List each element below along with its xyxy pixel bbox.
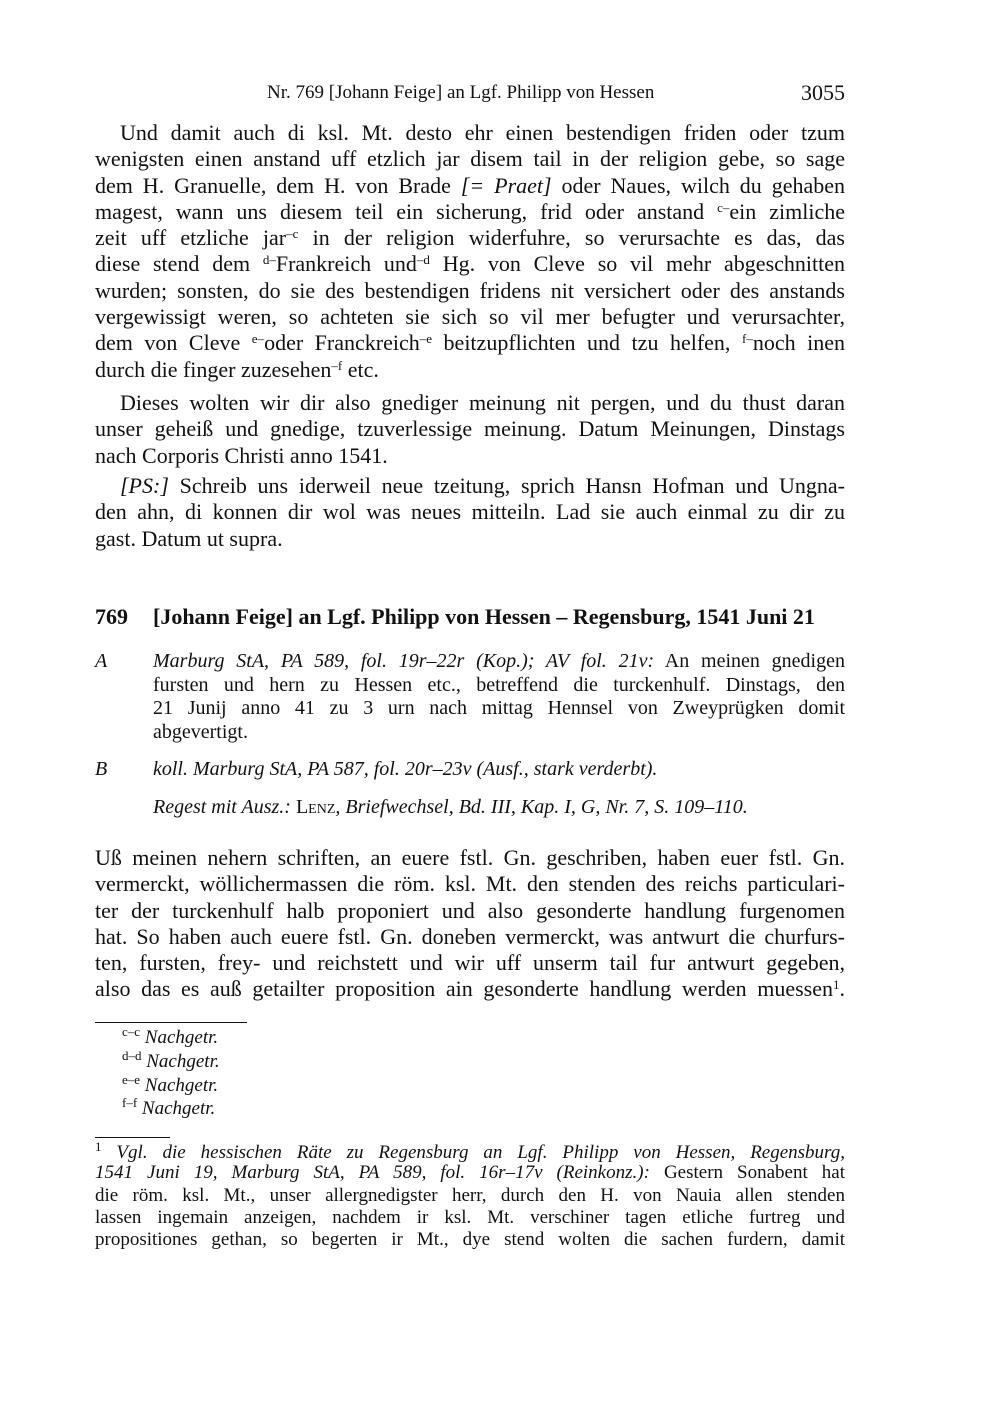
text-segment: koll. Marburg StA, PA 587, fol. 20r–23v (Ausf., stark verderbt). [153,758,658,780]
text-line [153,721,845,745]
text-segment: Uß meinen nehern schriften, an euere fstl. Gn. geschriben, haben euer fstl. Gn. [95,845,845,870]
note-marker: 1 [833,977,840,993]
note-marker: –e [419,331,433,347]
text-segment: Nachgetr. [141,1050,220,1072]
text-line [95,499,845,525]
source-a-text [153,650,845,744]
text-segment: oder Naues, wilch du gehaben [551,172,845,198]
text-segment: wurden; sonsten, do sie des bestendigen fridens nit versichert oder des anstands [95,277,845,303]
text-line [95,845,845,871]
note-marker: d–d [122,1047,142,1063]
text-segment: Nachgetr. [137,1098,216,1120]
note-marker: f–f [122,1095,138,1111]
text-segment: Vgl. die hessischen Räte zu Regensburg an Lgf. Philipp von Hessen, Regensburg, [101,1142,845,1163]
text-segment: Gestern Sonabent hat [649,1162,846,1184]
source-b [95,758,845,782]
text-line [95,976,845,1002]
section-title: [Johann Feige] an Lgf. Philipp von Hessen – Regensburg, 1541 Juni 21 [153,604,815,629]
text-line [95,278,845,304]
text-segment: fursten und hern zu Hessen etc., betreffend die turckenhulf. Dinstags, den [153,673,845,696]
text-segment: Lenz [295,796,336,818]
note-marker: c– [717,199,730,215]
textual-notes [122,1025,422,1120]
text-line [153,650,845,674]
footnote-1 [95,1140,845,1251]
text-segment: lassen ingemain anzeigen, nachdem ir ksl. Mt. verschiner tagen etliche furtreg und [95,1206,845,1228]
section-number: 769 [95,604,128,629]
text-line [122,1049,422,1073]
text-line [95,173,845,199]
text-segment: Regest mit Ausz.: [153,796,296,818]
text-segment: Und damit auch di ksl. Mt. desto ehr einen bestendigen friden oder tzum [120,120,845,145]
note-marker: –d [416,252,430,268]
text-segment: Schreib uns iderweil neue tzeitung, sprich Hansn Hofman und Ungna- [168,473,845,498]
text-line [95,1229,845,1251]
paragraph-letter [95,845,845,1003]
text-segment: unser geheiß und gnedige, tzuverlessige meinung. Datum Meinungen, Dinstags [95,416,845,442]
text-segment: wenigsten einen anstand uff etzlich jar disem tail in der religion gebe, so sage [95,146,845,172]
text-segment: 21 Junij anno 41 zu 3 urn nach mittag Hennsel von Zweyprügken domit [153,697,845,719]
note-marker: 1 [95,1139,102,1154]
text-line [95,330,845,356]
text-line [95,1207,845,1229]
running-title: Nr. 769 [Johann Feige] an Lgf. Philipp von Hessen [267,82,655,103]
text-segment: dem von Cleve [95,330,252,356]
text-segment: noch inen [752,330,845,356]
text-segment: magest, wann uns diesem teil ein sicherung, frid oder anstand [95,198,718,224]
section-heading [95,604,845,630]
regest-text [153,796,845,820]
text-line [122,1073,422,1097]
note-marker: e–e [122,1071,141,1087]
paragraph-2 [95,390,845,469]
text-line [95,526,845,552]
text-segment: [PS:] [120,473,169,498]
note-marker: d– [262,252,276,268]
text-segment: vermerckt, wöllichermassen die röm. ksl. Mt. den stenden des reichs particulari- [95,871,845,897]
text-line [95,120,845,146]
note-marker: c–c [122,1024,141,1039]
text-segment: . [839,976,845,1002]
source-a [95,650,845,744]
text-segment: in der religion widerfuhre, so verursachte es das, das [298,225,845,251]
note-marker: e– [251,331,265,347]
text-line [95,950,845,976]
text-segment: Nachgetr. [140,1074,219,1096]
text-segment: , Briefwechsel, Bd. III, Kap. I, G, Nr. 7, S. 109–110. [335,796,748,818]
text-segment: ten, fursten, frey- und reichstett und wir uff unserm tail fur antwurt gegeben, [95,950,845,976]
text-line [95,146,845,172]
footnote-rule [95,1022,247,1023]
text-segment: An meinen gnedigen [654,650,845,672]
text-segment: diese stend dem [95,251,263,277]
text-line [122,1096,422,1120]
text-segment: dem H. Granuelle, dem H. von Brade [95,172,461,198]
text-line [95,304,845,330]
text-segment: vergewissigt weren, so achteten sie sich so vil mer befugter und verursachter, [95,304,845,330]
text-line [95,924,845,950]
text-segment: oder Franckreich [264,330,420,356]
text-segment: etc. [342,356,379,382]
text-segment: also das es auß getailter proposition ain gesonderte handlung werden muessen [95,976,833,1002]
running-header [95,80,845,108]
text-segment: 1541 Juni 19, Marburg StA, PA 589, fol. 16r–17v (Reinkonz.): [95,1162,650,1184]
text-line [95,1162,845,1184]
text-segment: abgevertigt. [153,720,248,743]
text-line [95,1140,845,1162]
source-b-text [153,758,845,782]
text-line [95,473,845,499]
regest [95,796,845,820]
text-line [95,199,845,225]
source-a-label: A [95,650,108,672]
text-segment: Nachgetr. [140,1027,219,1048]
text-segment: den ahn, di konnen dir wol was neues mitteiln. Lad sie auch einmal zu dir zu [95,499,845,525]
text-line [95,251,845,277]
paragraph-1 [95,120,845,383]
text-segment: Marburg StA, PA 589, fol. 19r–22r (Kop.); AV fol. 21v: [153,650,655,672]
text-segment: die röm. ksl. Mt., unser allergnedigster herr, durch den H. von Nauia allen stenden [95,1184,845,1206]
text-line [95,443,845,469]
footnote-rule-2 [95,1137,170,1138]
text-segment: durch die finger zuzesehen [95,356,332,382]
note-marker: –f [331,357,343,373]
page-number: 3055 [801,80,845,105]
text-line [95,416,845,442]
text-line [95,898,845,924]
text-segment: gast. Datum ut supra. [95,525,283,551]
text-line [122,1025,422,1049]
text-segment: Hg. von Cleve so vil mehr abgeschnitten [429,251,845,277]
text-segment: [= Praet] [460,172,552,198]
text-segment: propositiones gethan, so begerten ir Mt., dye stend wolten die sachen furdern, damit [95,1229,845,1251]
paragraph-ps [95,473,845,552]
text-segment: ter der turckenhulf halb proponiert und also gesonderte handlung furgenomen [95,897,845,923]
text-line [95,871,845,897]
text-segment: ein zimliche [729,198,845,224]
text-segment: Dieses wolten wir dir also gnediger meinung nit pergen, und du thust daran [120,390,845,415]
note-marker: f– [741,331,753,347]
text-segment: hat. So haben auch euere fstl. Gn. doneben vermerckt, was antwurt die churfurs- [95,923,845,949]
text-line [95,390,845,416]
source-b-label: B [95,758,108,780]
note-marker: –c [286,226,299,242]
text-line [153,674,845,698]
text-line [95,1185,845,1207]
text-segment: Frankreich und [275,251,417,277]
text-line [95,225,845,251]
text-line [153,697,845,721]
text-segment: zeit uff etzliche jar [95,225,287,251]
text-line [95,357,845,383]
text-segment: nach Corporis Christi anno 1541. [95,442,388,468]
text-segment: beitzupflichten und tzu helfen, [432,330,742,356]
text-line [153,758,845,782]
text-line [153,796,845,820]
